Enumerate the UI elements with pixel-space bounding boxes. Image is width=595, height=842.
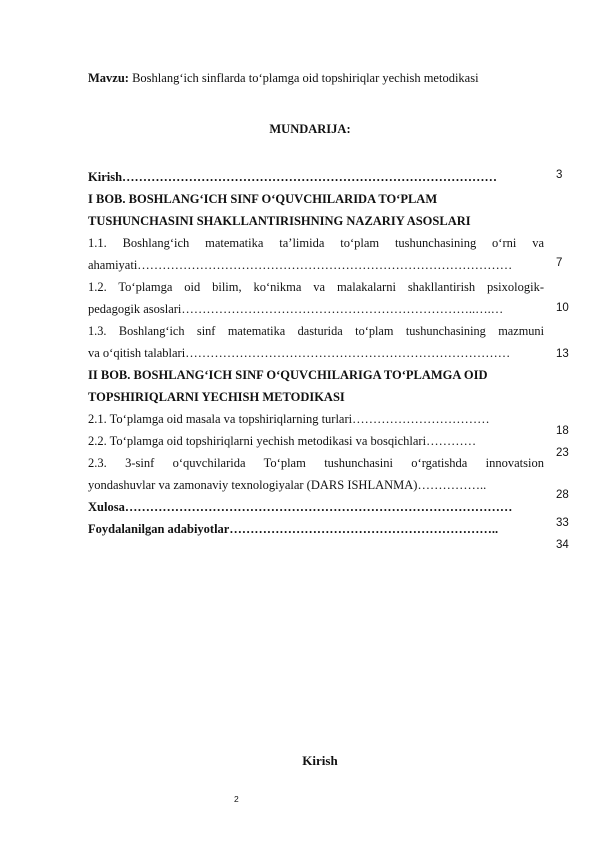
toc-section-1-1-line-1: 1.1. Boshlang‘ich matematika ta’limida to‘plam tushunchasining o‘rni va [88, 236, 544, 250]
toc-entry-xulosa: Xulosa………………………………………………………………………………… [88, 500, 513, 514]
toc-entry-kirish: Kirish……………………………………………………………………………… [88, 170, 498, 184]
toc-section-1-1-line-2: ahamiyati……………………………………………………………………………… [88, 258, 513, 272]
topic-line [88, 71, 479, 86]
toc-section-1-3-line-2: va o‘qitish talablari…………………………………………………………………… [88, 346, 511, 360]
toc-chapter-1-line-2: TUSHUNCHASINI SHAKLLANTIRISHNING NAZARIY ASOSLARI [88, 214, 471, 228]
next-section-heading: Kirish [302, 753, 338, 768]
page-number-section-1-3: 13 [556, 348, 569, 360]
toc-section-1-3-line-1: 1.3. Boshlang‘ich sinf matematika dasturida to‘plam tushunchasining mazmuni [88, 324, 544, 338]
table-of-contents [88, 166, 544, 540]
toc-section-2-2: 2.2. To‘plamga oid topshiriqlarni yechish metodikasi va bosqichlari………… [88, 434, 477, 448]
page-number-section-2-1: 18 [556, 425, 569, 437]
toc-title: MUNDARIJA: [269, 122, 351, 136]
page-number-xulosa: 33 [556, 517, 569, 529]
toc-chapter-2-line-1: II BOB. BOSHLANG‘ICH SINF O‘QUVCHILARIGA TO‘PLAMGA OID [88, 368, 488, 382]
toc-section-2-3-line-1: 2.3. 3-sinf o‘quvchilarida To‘plam tushunchasini o‘rgatishda innovatsion [88, 456, 544, 470]
toc-section-2-3-line-2: yondashuvlar va zamonaviy texnologiyalar (DARS ISHLANMA)…………….. [88, 478, 487, 492]
toc-section-2-1: 2.1. To‘plamga oid masala va topshiriqlarning turlari…………………………… [88, 412, 490, 426]
page-number-section-1-2: 10 [556, 302, 569, 314]
toc-section-1-2-line-2: pedagogik asoslari……………………………………………………………..….… [88, 302, 504, 316]
toc-chapter-2-line-2: TOPSHIRIQLARNI YECHISH METODIKASI [88, 390, 345, 404]
toc-chapter-1-line-1: I BOB. BOSHLANG‘ICH SINF O‘QUVCHILARIDA TO‘PLAM [88, 192, 438, 206]
page-folio: 2 [234, 794, 239, 804]
toc-entry-adabiyotlar: Foydalanilgan adabiyotlar……………………………………………………….. [88, 522, 499, 536]
page-number-section-2-3: 28 [556, 489, 569, 501]
toc-section-1-2-line-1: 1.2. To‘plamga oid bilim, ko‘nikma va malakalarni shakllantirish psixologik- [88, 280, 544, 294]
topic-text: Boshlang‘ich sinflarda to‘plamga oid topshiriqlar yechish metodikasi [128, 71, 479, 85]
page-number-section-2-2: 23 [556, 447, 569, 459]
page-number-section-1-1: 7 [556, 257, 563, 269]
page-number-kirish: 3 [556, 169, 563, 181]
topic-label: Mavzu: [88, 71, 129, 85]
page-number-adabiyotlar: 34 [556, 539, 569, 551]
